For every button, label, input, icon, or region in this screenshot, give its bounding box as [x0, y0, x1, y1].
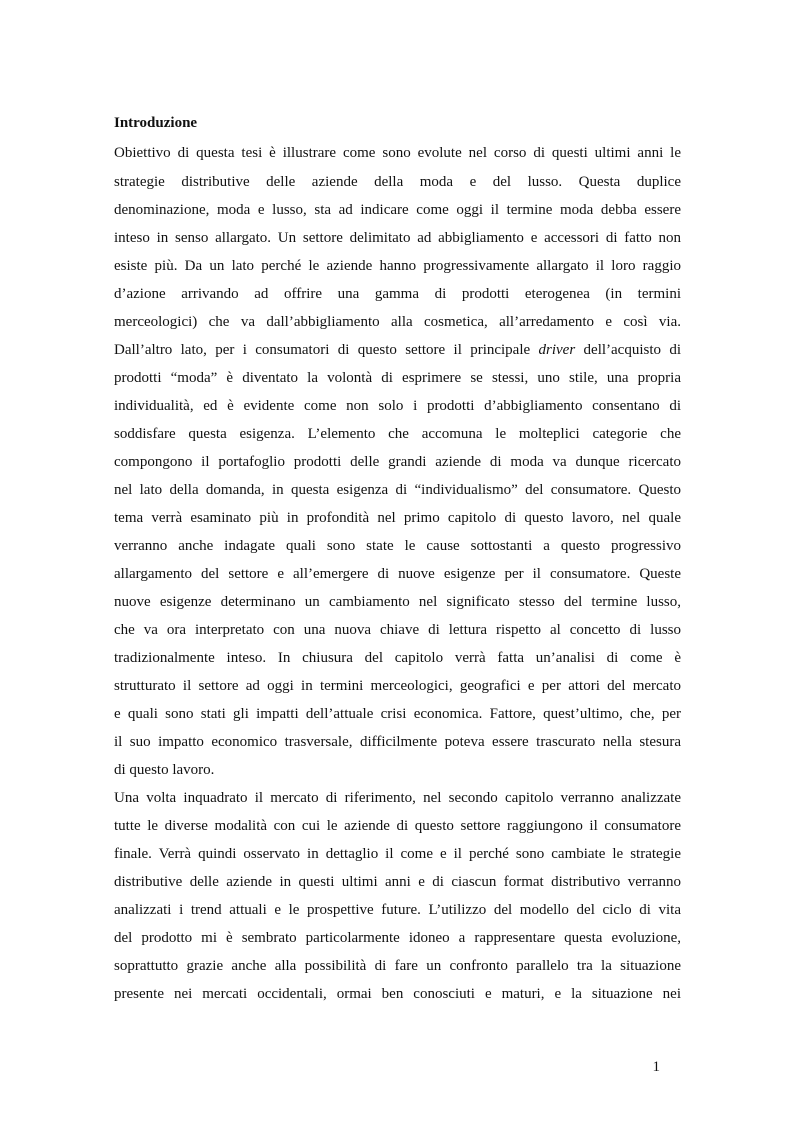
body-line: soprattutto grazie anche alla possibilità di fare un confronto parallelo tra la situazione	[114, 958, 681, 974]
body-line-with-emphasis	[114, 340, 681, 360]
body-line: merceologici) che va dall’abbigliamento alla cosmetica, all’arredamento e così via.	[114, 314, 681, 330]
body-line: e quali sono stati gli impatti dell’attuale crisi economica. Fattore, quest’ultimo, che, per	[114, 706, 681, 722]
body-line: strategie distributive delle aziende della moda e del lusso. Questa duplice	[114, 174, 681, 190]
section-heading: Introduzione	[114, 115, 198, 131]
body-line: che va ora interpretato con una nuova chiave di lettura rispetto al concetto di lusso	[114, 622, 681, 638]
body-line: nuove esigenze determinano un cambiamento nel significato stesso del termine lusso,	[114, 594, 681, 610]
body-line: prodotti “moda” è diventato la volontà di esprimere se stessi, uno stile, una propria	[114, 370, 681, 386]
body-line: di questo lavoro.	[114, 762, 215, 778]
body-line: soddisfare questa esigenza. L’elemento che accomuna le molteplici categorie che	[114, 426, 681, 442]
body-line: tradizionalmente inteso. In chiusura del capitolo verrà fatta un’analisi di come è	[114, 650, 681, 666]
body-line: Una volta inquadrato il mercato di riferimento, nel secondo capitolo verranno analizzate	[114, 790, 681, 806]
body-line: tutte le diverse modalità con cui le aziende di questo settore raggiungono il consumatore	[114, 818, 681, 834]
body-line: inteso in senso allargato. Un settore delimitato ad abbigliamento e accessori di fatto non	[114, 230, 681, 246]
body-line-segment: Dall’altro lato, per i consumatori di questo settore il principale	[114, 342, 531, 358]
body-line: strutturato il settore ad oggi in termini merceologici, geografici e per attori del mercato	[114, 678, 681, 694]
page-number: 1	[652, 1059, 660, 1075]
body-line: nel lato della domanda, in questa esigenza di “individualismo” del consumatore. Questo	[114, 482, 681, 498]
body-line: il suo impatto economico trasversale, difficilmente poteva essere trascurato nella stesura	[114, 734, 681, 750]
body-line: compongono il portafoglio prodotti delle grandi aziende di moda va dunque ricercato	[114, 454, 681, 470]
body-line: del prodotto mi è sembrato particolarmente idoneo a rappresentare questa evoluzione,	[114, 930, 681, 946]
body-line: finale. Verrà quindi osservato in dettaglio il come e il perché sono cambiate le strategie	[114, 846, 681, 862]
body-line: denominazione, moda e lusso, sta ad indicare come oggi il termine moda debba essere	[114, 202, 681, 218]
body-line: tema verrà esaminato più in profondità nel primo capitolo di questo lavoro, nel quale	[114, 510, 681, 526]
body-line-segment: dell’acquisto di	[583, 342, 682, 358]
body-line: verranno anche indagate quali sono state le cause sottostanti a questo progressivo	[114, 538, 681, 554]
body-line: analizzati i trend attuali e le prospettive future. L’utilizzo del modello del ciclo di vita	[114, 902, 681, 918]
body-line: individualità, ed è evidente come non solo i prodotti d’abbigliamento consentano di	[114, 398, 681, 414]
body-line: presente nei mercati occidentali, ormai ben conosciuti e maturi, e la situazione nei	[114, 986, 681, 1002]
body-line: d’azione arrivando ad offrire una gamma di prodotti eterogenea (in termini	[114, 286, 681, 302]
body-line: distributive delle aziende in questi ultimi anni e di ciascun format distributivo verranno	[114, 874, 681, 890]
body-line: Obiettivo di questa tesi è illustrare come sono evolute nel corso di questi ultimi anni le	[114, 145, 681, 161]
body-line: esiste più. Da un lato perché le aziende hanno progressivamente allargato il loro raggio	[114, 258, 681, 274]
emphasis-word: driver	[538, 342, 576, 358]
body-line: allargamento del settore e all’emergere di nuove esigenze per il consumatore. Queste	[114, 566, 681, 582]
